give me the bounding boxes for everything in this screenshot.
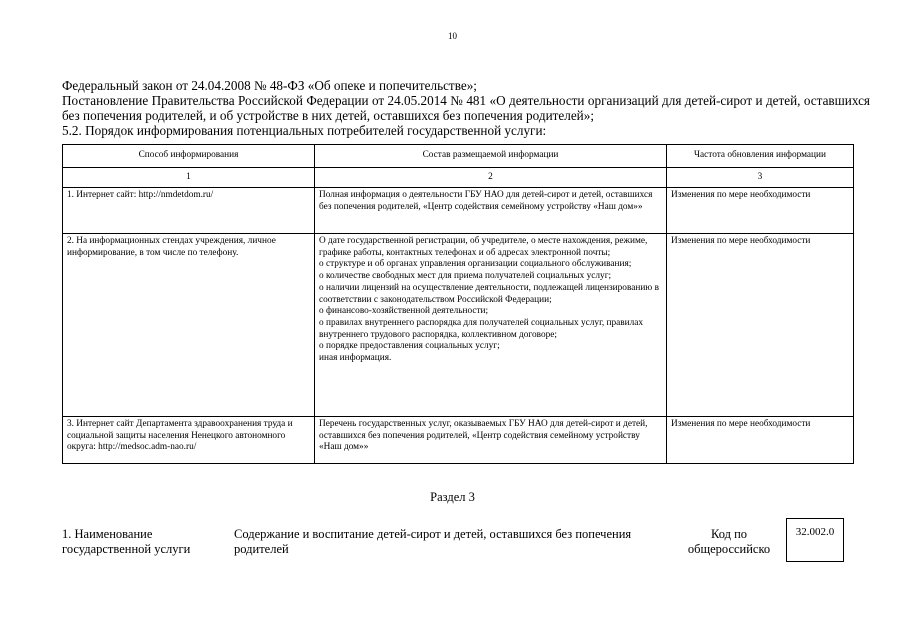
table-row — [63, 234, 854, 417]
legal-basis-list — [62, 78, 870, 138]
page-number: 10 — [448, 31, 457, 41]
column-number-row — [63, 168, 854, 188]
content-cell: Полная информация о деятельности ГБУ НАО для детей-сирот и детей, оставшихся без попечения родителей, «Центр содействия семейному устройству «Наш дом»» — [315, 188, 667, 234]
column-number: 2 — [315, 168, 667, 188]
informing-table — [62, 144, 854, 464]
classifier-code-box: 32.002.0 — [786, 518, 844, 562]
column-number: 1 — [63, 168, 315, 188]
legal-basis-decree: Постановление Правительства Российской Федерации от 24.05.2014 № 481 «О деятельности организаций для детей-сирот и детей, оставшихся без попечения родителей, и об устройстве в них детей, оставшихся без попечения родителей»; — [62, 93, 870, 123]
legal-basis-law: Федеральный закон от 24.04.2008 № 48-ФЗ «Об опеке и попечительстве»; — [62, 78, 477, 93]
frequency-cell: Изменения по мере необходимости — [667, 188, 854, 234]
table-row — [63, 417, 854, 464]
table-header-row — [63, 145, 854, 168]
method-cell: 1. Интернет сайт: http://nmdetdom.ru/ — [63, 188, 315, 234]
content-cell: Перечень государственных услуг, оказываемых ГБУ НАО для детей-сирот и детей, оставшихся без попечения родителей, «Центр содействия семейному устройству «Наш дом»» — [315, 417, 667, 464]
column-header-method: Способ информирования — [63, 145, 315, 168]
content-cell: О дате государственной регистрации, об учредителе, о месте нахождения, режиме, графике работы, контактных телефонах и об адресах электронной почты; о структуре и об органах управления организации социального обслуживания; о количестве свободных мест для приема получателей социальных услуг; о наличии лицензий на осуществление деятельности, подлежащей лицензированию в соответствии с законодательством Российской Федерации; о финансово-хозяйственной деятельности; о правилах внутреннего распорядка для получателей социальных услуг, правилах внутреннего трудового распорядка, коллективном договоре; о порядке предоставления социальных услуг; иная информация. — [315, 234, 667, 417]
column-number: 3 — [667, 168, 854, 188]
informing-procedure-heading: 5.2. Порядок информирования потенциальных потребителей государственной услуги: — [62, 123, 547, 138]
section-title: Раздел 3 — [430, 490, 475, 504]
column-header-content: Состав размещаемой информации — [315, 145, 667, 168]
method-cell: 3. Интернет сайт Департамента здравоохранения труда и социальной защиты населения Ненецкого автономного округа: http://medsoc.adm-nao.ru/ — [63, 417, 315, 464]
service-name-value: Содержание и воспитание детей-сирот и детей, оставшихся без попечения родителей — [234, 527, 632, 556]
table-row — [63, 188, 854, 234]
classifier-code-label: Код по общероссийско — [687, 527, 771, 556]
frequency-cell: Изменения по мере необходимости — [667, 417, 854, 464]
column-header-frequency: Частота обновления информации — [667, 145, 854, 168]
service-name-label: 1. Наименование государственной услуги — [62, 527, 191, 556]
method-cell: 2. На информационных стендах учреждения, личное информирование, в том числе по телефону. — [63, 234, 315, 417]
frequency-cell: Изменения по мере необходимости — [667, 234, 854, 417]
